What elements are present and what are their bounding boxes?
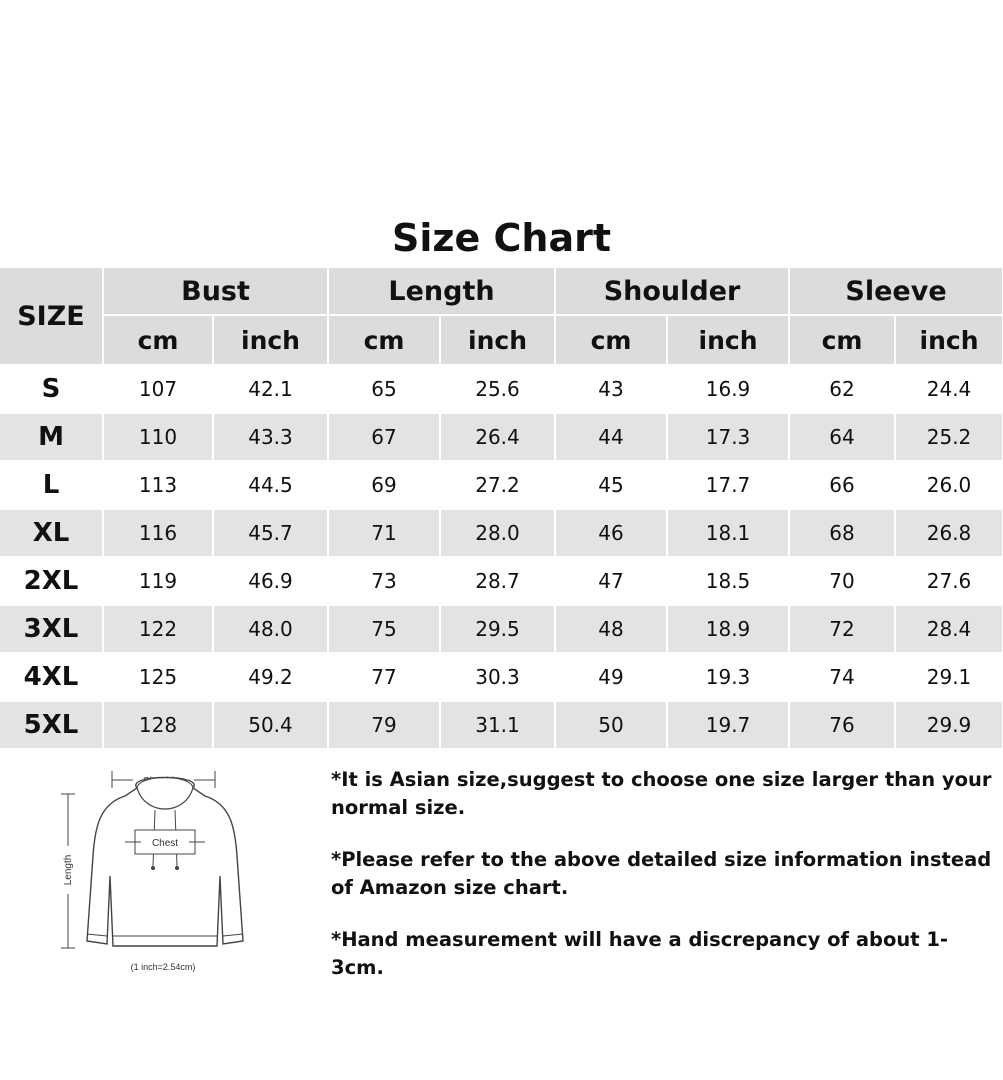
measurement-cell: 24.4 xyxy=(895,365,1003,413)
note-asian-size: *It is Asian size,suggest to choose one size larger than your normal size. xyxy=(331,768,992,819)
measurement-cell: 125 xyxy=(103,653,213,701)
page-title: Size Chart xyxy=(391,216,611,260)
measurement-cell: 26.0 xyxy=(895,461,1003,509)
table-row xyxy=(0,461,1003,509)
size-cell: 2XL xyxy=(0,557,103,605)
measurement-cell: 18.9 xyxy=(667,605,789,653)
measurement-cell: 26.4 xyxy=(440,413,555,461)
measurement-cell: 25.6 xyxy=(440,365,555,413)
table-row xyxy=(0,701,1003,749)
measurement-cell: 110 xyxy=(103,413,213,461)
measurement-cell: 29.9 xyxy=(895,701,1003,749)
table-row xyxy=(0,365,1003,413)
measurement-cell: 47 xyxy=(555,557,667,605)
measurement-cell: 66 xyxy=(789,461,895,509)
unit-header-row xyxy=(0,315,1003,365)
measurement-cell: 116 xyxy=(103,509,213,557)
size-cell: L xyxy=(0,461,103,509)
measurement-cell: 69 xyxy=(328,461,440,509)
size-notes xyxy=(331,766,996,1006)
measurement-cell: 50 xyxy=(555,701,667,749)
measurement-cell: 73 xyxy=(328,557,440,605)
conversion-note: (1 inch=2.54cm) xyxy=(130,962,196,972)
measurement-cell: 77 xyxy=(328,653,440,701)
size-chart-table xyxy=(0,268,1003,750)
table-row xyxy=(0,605,1003,653)
measurement-cell: 43.3 xyxy=(213,413,328,461)
size-cell: S xyxy=(0,365,103,413)
measurement-cell: 76 xyxy=(789,701,895,749)
measurement-cell: 64 xyxy=(789,413,895,461)
hoodie-diagram xyxy=(55,766,255,981)
group-header-row xyxy=(0,268,1003,315)
size-column-header: SIZE xyxy=(0,268,103,365)
measurement-cell: 75 xyxy=(328,605,440,653)
measurement-cell: 62 xyxy=(789,365,895,413)
measurement-cell: 79 xyxy=(328,701,440,749)
measurement-cell: 28.0 xyxy=(440,509,555,557)
measurement-cell: 46.9 xyxy=(213,557,328,605)
measurement-cell: 18.1 xyxy=(667,509,789,557)
measurement-cell: 119 xyxy=(103,557,213,605)
measurement-cell: 107 xyxy=(103,365,213,413)
length-header: Length xyxy=(328,268,555,315)
measurement-cell: 31.1 xyxy=(440,701,555,749)
measurement-cell: 42.1 xyxy=(213,365,328,413)
measurement-cell: 49.2 xyxy=(213,653,328,701)
length-label: Length xyxy=(63,854,74,886)
measurement-cell: 28.4 xyxy=(895,605,1003,653)
measurement-cell: 45.7 xyxy=(213,509,328,557)
unit-inch: inch xyxy=(440,315,555,365)
measurement-cell: 25.2 xyxy=(895,413,1003,461)
measurement-cell: 30.3 xyxy=(440,653,555,701)
sleeve-header: Sleeve xyxy=(789,268,1003,315)
unit-inch: inch xyxy=(895,315,1003,365)
unit-inch: inch xyxy=(213,315,328,365)
measurement-cell: 19.3 xyxy=(667,653,789,701)
measurement-cell: 48 xyxy=(555,605,667,653)
measurement-cell: 29.1 xyxy=(895,653,1003,701)
measurement-cell: 45 xyxy=(555,461,667,509)
size-cell: 5XL xyxy=(0,701,103,749)
size-cell: XL xyxy=(0,509,103,557)
measurement-cell: 28.7 xyxy=(440,557,555,605)
measurement-cell: 74 xyxy=(789,653,895,701)
measurement-cell: 19.7 xyxy=(667,701,789,749)
measurement-cell: 48.0 xyxy=(213,605,328,653)
measurement-cell: 18.5 xyxy=(667,557,789,605)
size-cell: M xyxy=(0,413,103,461)
unit-inch: inch xyxy=(667,315,789,365)
unit-cm: cm xyxy=(789,315,895,365)
measurement-cell: 128 xyxy=(103,701,213,749)
measurement-cell: 29.5 xyxy=(440,605,555,653)
table-row xyxy=(0,509,1003,557)
bust-header: Bust xyxy=(103,268,328,315)
measurement-cell: 113 xyxy=(103,461,213,509)
measurement-cell: 16.9 xyxy=(667,365,789,413)
measurement-cell: 49 xyxy=(555,653,667,701)
measurement-cell: 67 xyxy=(328,413,440,461)
note-refer-chart: *Please refer to the above detailed size information instead of Amazon size chart. xyxy=(331,848,992,899)
table-row xyxy=(0,413,1003,461)
size-cell: 4XL xyxy=(0,653,103,701)
chest-label: Chest xyxy=(151,838,179,849)
measurement-cell: 17.3 xyxy=(667,413,789,461)
unit-cm: cm xyxy=(103,315,213,365)
measurement-cell: 43 xyxy=(555,365,667,413)
measurement-cell: 27.6 xyxy=(895,557,1003,605)
measurement-cell: 27.2 xyxy=(440,461,555,509)
table-row xyxy=(0,653,1003,701)
unit-cm: cm xyxy=(328,315,440,365)
measurement-cell: 44.5 xyxy=(213,461,328,509)
measurement-cell: 71 xyxy=(328,509,440,557)
measurement-cell: 46 xyxy=(555,509,667,557)
table-row xyxy=(0,557,1003,605)
measurement-cell: 68 xyxy=(789,509,895,557)
shoulder-header: Shoulder xyxy=(555,268,789,315)
unit-cm: cm xyxy=(555,315,667,365)
hoodie-outline xyxy=(87,778,243,947)
measurement-cell: 50.4 xyxy=(213,701,328,749)
size-cell: 3XL xyxy=(0,605,103,653)
measurement-cell: 122 xyxy=(103,605,213,653)
measurement-cell: 26.8 xyxy=(895,509,1003,557)
measurement-cell: 44 xyxy=(555,413,667,461)
measurement-cell: 17.7 xyxy=(667,461,789,509)
measurement-cell: 70 xyxy=(789,557,895,605)
measurement-cell: 65 xyxy=(328,365,440,413)
measurement-cell: 72 xyxy=(789,605,895,653)
note-measurement: *Hand measurement will have a discrepancy of about 1-3cm. xyxy=(331,928,948,979)
